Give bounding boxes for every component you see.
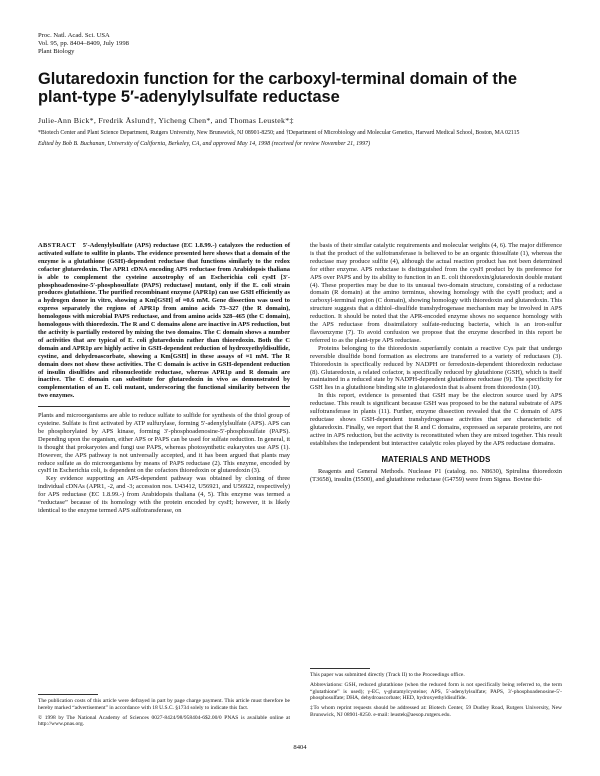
page-number: 8404 bbox=[293, 744, 307, 751]
abstract-label: ABSTRACT bbox=[38, 242, 77, 249]
body-columns bbox=[38, 242, 562, 762]
communicated-line: Edited by Bob B. Buchanan, University of California, Berkeley, CA, and approved May 14, 1998 (received for review November 21, 1997) bbox=[38, 141, 371, 147]
right-column bbox=[310, 242, 562, 484]
copyright-text: © 1998 by The National Academy of Sciences 0027-8424/98/958404-6$2.00/0 PNAS is available online at http://www.pnas.org. bbox=[38, 714, 290, 728]
footnote-divider bbox=[38, 694, 98, 695]
abstract-text: 5′-Adenylylsulfate (APS) reductase (EC 1.8.99.-) catalyzes the reduction of activated sulfate to sulfite in plants. The evidence presented here shows that a domain of the enzyme is a glutathione (GSH)-dependent reductase that functions similarly to the redox cofactor glutaredoxin. The APR1 cDNA encoding APS reductase from Arabidopsis thaliana is able to complement the cysteine auxotrophy of an Escherichia coli cysH [3′-phosphoadenosine-5′-phosphosulfate (PAPS) reductase] mutant, only if the E. coli strain produces glutathione. The purified recombinant enzyme (APR1p) can use GSH efficiently as a hydrogen donor in vitro, showing a Km[GSH] of ≈0.6 mM. Gene dissection was used to express separately the regions of APR1p from amino acids 73–327 (the R domain), homologous with microbial PAPS reductase, and from amino acids 328–465 (the C domain), homologous with thioredoxin. The R and C domains alone are inactive in APS reduction, but the activity is partially restored by mixing the two domains. The C domain shows a number of activities that are typical of E. coli glutaredoxin rather than thioredoxin. Both the C domain and APR1p are highly active in GSH-dependent reduction of hydroxyethyldisulfide, cystine, and dehydroascorbate, showing a Km[GSH] in these assays of ≈1 mM. The R domain does not show these activities. The C domain is active in GSH-dependent reduction of insulin disulfides and ribonucleotide reductase, whereas APR1p and R domain are inactive. The C domain can substitute for glutaredoxin in vivo as demonstrated by complementation of an E. coli mutant, underscoring the functional similarity between the two enzymes. bbox=[38, 242, 290, 400]
paper-page bbox=[38, 32, 562, 751]
abbreviations-text: Abbreviations: GSH, reduced glutathione (when the reduced form is not specifically being referred to, the term “glutathione” is used); γ-EC, γ-glutamylcysteine; APS, 5′-adenylylsulfate; PAPS, 3′-phosphoadenosine-5′-phosphosulfate; DHA, dehydroascorbate; HED, hydroxyethyldisulfide. bbox=[310, 681, 562, 702]
methods-heading: MATERIALS AND METHODS bbox=[381, 454, 491, 464]
publication-footnote bbox=[38, 694, 290, 731]
paper-title: Glutaredoxin function for the carboxyl-terminal domain of the plant-type 5′-adenylylsulfate reductase bbox=[38, 70, 518, 106]
footnote-divider bbox=[310, 668, 370, 669]
methods-paragraph: Reagents and General Methods. Nuclease P1 (catalog. no. N8630), Spirulina thioredoxin (T3658), insulin (I5500), and glutathione reductase (G4759) were from Sigma. Bovine thi- bbox=[310, 468, 562, 484]
intro-paragraph: Key evidence supporting an APS-dependent pathway was obtained by cloning of three individual cDNAs (APR1, -2, and -3; accession nos. U43412, U56921, and U56922, respectively) for APS reductase (EC 1.8.99.-) from Arabidopsis thaliana (4, 5). This enzyme was termed a “reductase” because of its homology with the protein encoded by cysH; however, it is likely identical to the enzyme termed APS sulfotransferase, on bbox=[38, 475, 290, 514]
section-label: Plant Biology bbox=[38, 48, 75, 55]
journal-name: Proc. Natl. Acad. Sci. USA bbox=[38, 32, 110, 39]
left-column bbox=[38, 242, 290, 515]
volume-info: Vol. 95, pp. 8404–8409, July 1998 bbox=[38, 40, 129, 47]
contact-text: ‡To whom reprint requests should be addressed at: Biotech Center, 59 Dudley Road, Rutgers University, New Brunswick, NJ 08901-8250. e-mail: leustek@aesop.rutgers.edu. bbox=[310, 705, 562, 718]
footnote-text: This paper was submitted directly (Track II) to the Proceedings office. bbox=[310, 672, 465, 678]
abbreviations-footnote bbox=[310, 668, 562, 722]
journal-header bbox=[38, 32, 562, 56]
intro-paragraph: In this report, evidence is presented that GSH may be the electron source used by APS reductase. This result is significant because GSH was proposed to be the natural substrate of APS sulfotransferase in plants (11). Further, enzyme dissection revealed that the C domain of APS reductase shows GSH-dependent transhydrogenase activities that are characteristic of glutaredoxin. Finally, we report that the R and C domains, expressed as separate proteins, are not active in APS reduction, but the activity is reconstituted when they are mixed together. This result establishes the independent but interactive catalytic roles played by the APS reductase domains. bbox=[310, 392, 562, 447]
abstract bbox=[38, 242, 290, 400]
affiliations: *Biotech Center and Plant Science Department, Rutgers University, New Brunswick, NJ 08901-8250; and †Department of Microbiology and Molecular Genetics, Harvard Medical School, Boston, MA 02115 bbox=[38, 130, 520, 136]
intro-paragraph: the basis of their similar catalytic requirements and molecular weights (4, 6). The major difference is that the product of the sulfotransferase is believed to be an organic thiosulfate (1), whereas the reductase may produce sulfite (4), although the actual reaction product has not been determined for either enzyme. APS reductase is distinguished from the cysH product by its preference for APS over PAPS and by its ability to function in an E. coli thioredoxin/glutaredoxin double mutant (4). These properties may be due to its unusual two-domain structure, consisting of a reductase domain (R domain) at the amino terminus, showing homology with the cysH product; and a carboxyl-terminal region (C domain), showing homology with thioredoxin and glutaredoxin. This structure suggests that a dithiol–disulfide transhydrogenase mechanism may be involved in APS reduction. It should be noted that the APR-encoded enzyme shows no sequence homology with the APS reductase from dissimilatory sulfate-reducing bacteria, which is an iron-sulfur flavoenzyme (7). To avoid confusion we propose that the enzyme described in this report be referred to as the plant-type APS reductase. bbox=[310, 242, 562, 344]
intro-paragraph: Proteins belonging to the thioredoxin superfamily contain a reactive Cys pair that undergo reversible disulfide bond formation as electrons are transferred to a variety of reductases (3). Thioredoxin is specifically reduced by NADPH or ferredoxin-dependent thioredoxin reductase (8). Glutaredoxin, a related cofactor, is specifically reduced by glutathione (GSH), which is itself maintained in a reduced state by NADPH-dependent glutathione reductase (9). The specificity for GSH lies in a glutathione binding site in glutaredoxin that is absent from thioredoxin (10). bbox=[310, 344, 562, 392]
author-list: Julie-Ann Bick*, Fredrik Åslund†, Yicheng Chen*, and Thomas Leustek*‡ bbox=[38, 116, 294, 125]
footnote-text: The publication costs of this article were defrayed in part by page charge payment. This article must therefore be hereby marked “advertisement” in accordance with 18 U.S.C. §1734 solely to indicate this fact. bbox=[38, 698, 290, 711]
abstract-divider bbox=[38, 406, 290, 407]
intro-paragraph: Plants and microorganisms are able to reduce sulfate to sulfide for synthesis of the thiol group of cysteine. Sulfate is first activated by ATP sulfurylase, forming 5′-adenylylsulfate (APS). APS can be phosphorylated by APS kinase, forming 3′-phosphoadenosine-5′-phosphosulfate (PAPS). Depending upon the organism, either APS or PAPS can be used for sulfate reduction. In general, it is thought that prokaryotes and fungi use PAPS, whereas photosynthetic eukaryotes use APS (1). However, the APS pathway is not universally accepted, and it has been argued that plants may reduce sulfate as do microorganisms by means of PAPS reductase (2). This enzyme, encoded by cysH in Escherichia coli, is dependent on the cofactors thioredoxin or glutaredoxin (3). bbox=[38, 412, 290, 475]
